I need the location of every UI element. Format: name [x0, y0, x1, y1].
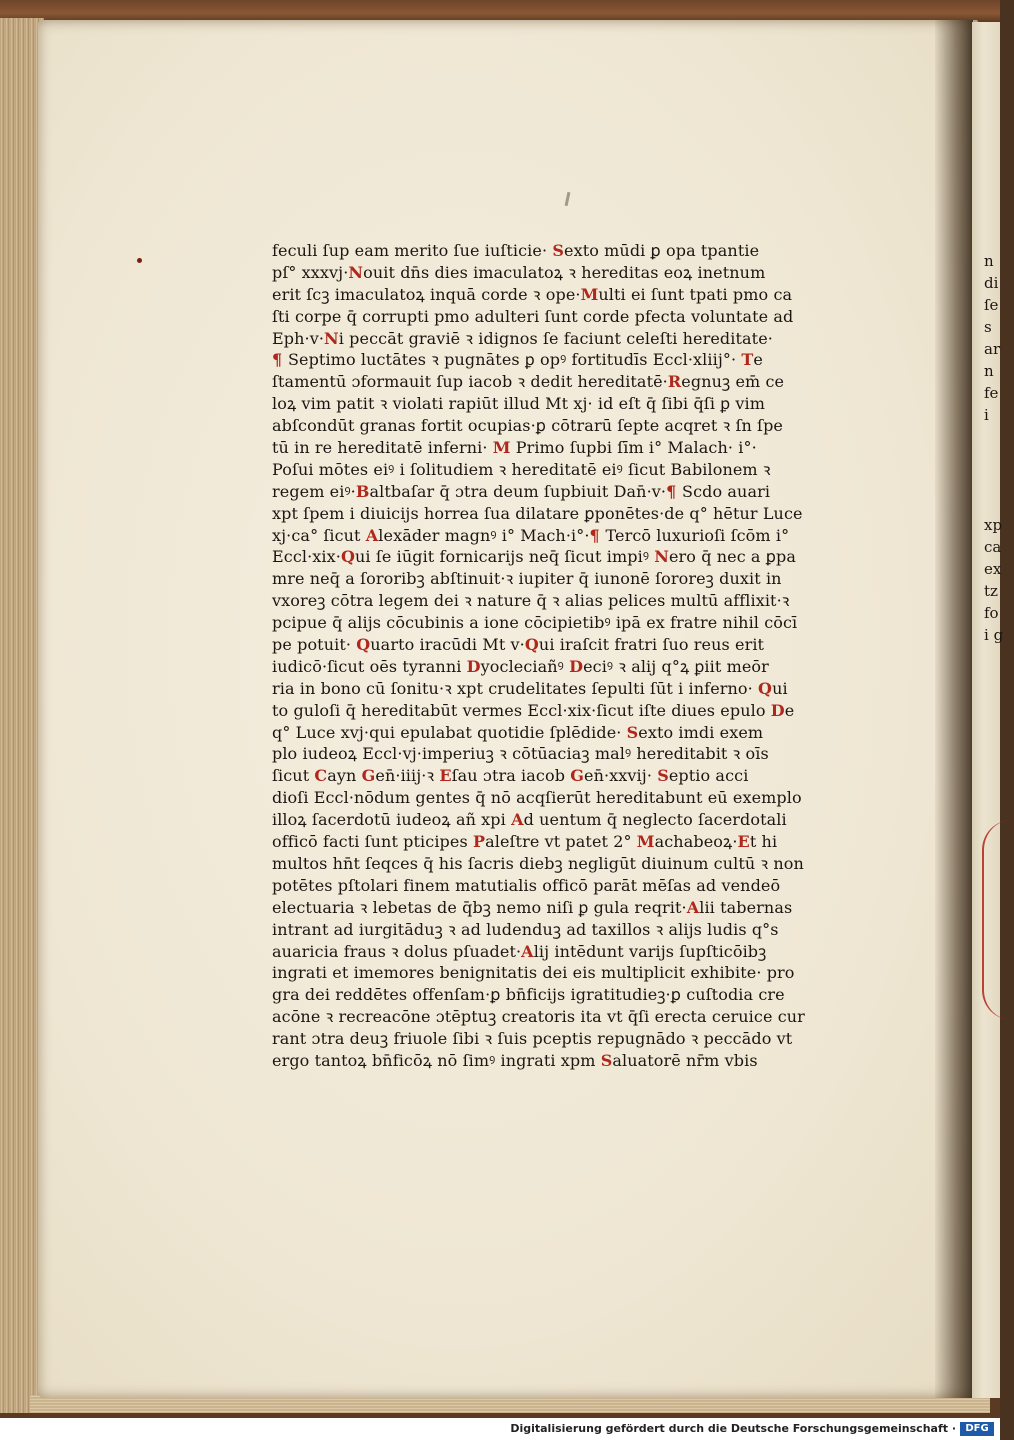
text-segment: ulti ei ſunt tpati pmo ca	[598, 284, 793, 304]
rubricated-initial: E	[439, 766, 452, 786]
rubricated-initial: G	[570, 766, 584, 786]
text-line	[272, 678, 880, 700]
rubricated-initial: M	[580, 284, 599, 304]
text-line	[272, 262, 880, 284]
rubricated-initial: S	[600, 1050, 613, 1070]
text-segment: erit ſcꝫ imaculatoꝝ inquā corde ꝛ ope·	[272, 284, 581, 304]
text-segment: i peccāt graviē ꝛ idignos ſe faciunt celeſti hereditate·	[338, 328, 773, 348]
text-segment: lii tabernas	[699, 897, 793, 917]
facing-page-fragment: ar	[984, 340, 1001, 358]
text-segment: yocleciañꝰ	[480, 656, 570, 676]
text-line	[272, 503, 880, 525]
facing-page-fragment: i g	[984, 626, 1004, 644]
text-segment: gra dei reddētes offenſam·ꝑ bn̄ficijs igratitudieꝫ·ꝑ cuſtodia cre	[272, 985, 785, 1005]
rubricated-initial: Q	[758, 678, 773, 698]
text-segment: Scdo auari	[682, 481, 771, 501]
facing-page-fragment: fo	[984, 604, 999, 622]
rubricated-initial: R	[667, 372, 682, 392]
red-ink-stroke	[982, 820, 1014, 1020]
rubricated-initial: N	[654, 547, 669, 567]
text-segment: achabeoꝝ·	[654, 832, 738, 852]
rubricated-initial: C	[314, 766, 328, 786]
text-line	[272, 743, 880, 765]
facing-page-fragment	[984, 470, 1004, 492]
rubricated-initial: D	[569, 656, 584, 676]
text-line	[272, 962, 880, 984]
rubricated-initial: Q	[356, 635, 371, 655]
text-segment: Eccl·xix·	[272, 547, 341, 567]
text-segment: pſ° xxxvj·	[272, 262, 349, 282]
text-line	[272, 853, 880, 875]
text-segment: mre neq̄ a ſororibꝫ abſtinuit·ꝛ iupiter q̄ iunonē ſororeꝫ duxit in	[272, 569, 782, 589]
text-line	[272, 612, 880, 634]
text-line	[272, 393, 880, 415]
text-segment: aleſtre vt patet 2°	[485, 832, 637, 852]
text-line	[272, 459, 880, 481]
facing-page-text-fragments	[984, 250, 1004, 646]
text-line	[272, 481, 880, 503]
rubricated-initial: S	[552, 241, 564, 260]
text-segment: vxoreꝫ cōtra legem dei ꝛ nature q̄ ꝛ alias pelices multū afflixit·ꝛ	[272, 591, 790, 611]
text-line	[272, 765, 880, 787]
text-segment: exto mūdi ꝑ opa tpantie	[564, 241, 760, 260]
footer-bar	[0, 1418, 1000, 1440]
text-line	[272, 634, 880, 656]
text-line	[272, 546, 880, 568]
text-segment: rant ɔtra deuꝫ friuole ſibi ꝛ ſuis pceptis repugnādo ꝛ peccādo vt	[272, 1029, 793, 1049]
rubricated-initial: A	[686, 897, 700, 917]
text-segment: ayn	[327, 766, 362, 786]
facing-page-fragment: n	[984, 252, 994, 270]
text-segment: Primo ſupbi ſīm i° Malach· i°·	[510, 438, 757, 458]
text-line	[272, 700, 880, 722]
rubricated-initial: G	[361, 766, 376, 786]
text-segment: acōne ꝛ recreacōne ɔtēptuꝫ creatoris ita vt q̄ſi erecta ceruice cur	[272, 1007, 805, 1027]
margin-dot	[137, 258, 142, 263]
printed-text-block	[272, 240, 880, 1072]
book-gutter	[935, 20, 973, 1398]
text-segment: ui ſe iūgit fornicarijs neq̄ ſicut impiꝰ	[355, 547, 655, 567]
text-segment: officō facti ſunt pticipes	[272, 832, 473, 852]
rubricated-initial: A	[365, 525, 379, 545]
text-segment: en̄·iiij·ꝛ	[375, 766, 440, 786]
rubricated-initial: N	[324, 328, 339, 348]
text-line	[272, 1050, 880, 1072]
facing-page-fragment: n	[984, 362, 994, 380]
footer-credit: Digitalisierung gefördert durch die Deutsche Forschungsgemeinschaft ·	[510, 1422, 956, 1435]
text-segment: multos hn̄t ſeqces q̄ his ſacris diebꝫ negligūt diuinum cultū ꝛ non	[272, 853, 804, 873]
rubricated-initial: Q	[340, 547, 356, 567]
facing-page-fragment	[984, 448, 1004, 470]
text-segment: pe potuit·	[272, 635, 357, 655]
text-segment: xpt ſpem i diuicijs horrea ſua dilatare ꝑponētes·de q° hētur Luce	[272, 503, 803, 523]
text-line	[272, 984, 880, 1006]
facing-page-fragment: ſe	[984, 296, 999, 314]
rubricated-initial: B	[355, 481, 370, 501]
text-segment: e	[784, 700, 795, 720]
rubricated-initial: T	[741, 350, 754, 370]
text-segment: abſcondūt granas fortit ocupias·ꝑ cōtrarū ſepte acqret ꝛ ſn ſpe	[272, 416, 783, 436]
text-segment: ui	[772, 678, 788, 698]
facing-page-fragment	[984, 492, 1004, 514]
text-line	[272, 656, 880, 678]
text-segment: xj·ca° ſicut	[272, 525, 366, 545]
text-segment: Poſui mōtes eiꝰ i ſolitudiem ꝛ hereditatē eiꝰ ſicut Babilonem ꝛ	[272, 459, 771, 479]
rubricated-initial: D	[770, 700, 785, 720]
rubricated-initial: Q	[524, 635, 539, 655]
rubricated-initial: D	[466, 656, 481, 676]
text-line	[272, 284, 880, 306]
text-line	[272, 919, 880, 941]
text-segment: to guloſi q̄ hereditabūt vermes Eccl·xix·ſicut iſte diues epulo	[272, 700, 771, 720]
text-line	[272, 809, 880, 831]
text-line	[272, 1028, 880, 1050]
text-segment: dioſi Eccl·nōdum gentes q̄ nō acqſierūt hereditabunt eū exemplo	[272, 788, 802, 808]
rubricated-initial: A	[511, 810, 524, 830]
rubricated-initial: S	[626, 722, 639, 742]
text-segment: plo iudeoꝝ Eccl·vj·imperiuꝫ ꝛ cōtūaciaꝫ malꝰ hereditabit ꝛ oīs	[272, 744, 769, 764]
text-segment: ſau ɔtra iacob	[451, 766, 571, 786]
text-line	[272, 1006, 880, 1028]
text-segment: t hi	[749, 832, 778, 852]
text-line	[272, 831, 880, 853]
text-line	[272, 568, 880, 590]
text-line	[272, 371, 880, 393]
text-segment: regem eiꝰ·	[272, 481, 356, 501]
text-segment: loꝝ vim patit ꝛ violati rapiūt illud Mt xj· id eſt q̄ ſibi q̄ſi ꝑ vim	[272, 394, 765, 414]
rubricated-initial: S	[657, 766, 669, 786]
rubricated-initial: P	[472, 832, 486, 852]
facing-page-fragment: ca	[984, 538, 1002, 556]
text-segment: q° Luce xvj·qui epulabat quotidie ſplēdide·	[272, 722, 627, 742]
text-segment: feculi ſup eam merito ſue iuſticie·	[272, 241, 553, 260]
text-segment: d uentum q̄ neglecto ſacerdotali	[523, 810, 787, 830]
text-segment: egnuꝫ em̄ ce	[681, 372, 785, 392]
facing-page-fragment: di	[984, 274, 999, 292]
facing-page-fragment: fe	[984, 384, 999, 402]
text-segment: lij intēdunt varijs ſupſticōibꝫ	[533, 941, 767, 961]
facing-page-fragment: xp	[984, 516, 1003, 534]
rubricated-initial: ¶	[666, 481, 683, 501]
text-segment: en̄·xxvij·	[584, 766, 658, 786]
text-segment: ero q̄ nec a ꝑpa	[668, 547, 796, 567]
rubricated-initial: A	[521, 941, 534, 961]
text-line	[272, 722, 880, 744]
facing-page-fragment: i	[984, 406, 989, 424]
text-segment: ſicut	[272, 766, 315, 786]
text-line	[272, 240, 880, 262]
text-line	[272, 525, 880, 547]
text-segment: exto imdi exem	[638, 722, 764, 742]
rubricated-initial: ¶	[589, 525, 606, 545]
rubricated-initial: ¶	[272, 350, 288, 370]
text-line	[272, 590, 880, 612]
text-segment: lexāder magnꝰ i° Mach·i°·	[378, 525, 590, 545]
rubricated-initial: M	[492, 438, 511, 458]
rubricated-initial: N	[348, 262, 364, 282]
text-line	[272, 787, 880, 809]
text-line	[272, 415, 880, 437]
text-segment: ſti corpe q̄ corrupti pmo adulteri ſunt corde pfecta voluntate ad	[272, 306, 794, 326]
text-line	[272, 437, 880, 459]
facing-page	[972, 22, 1000, 1398]
text-segment: aluatorē nr̄m vbis	[612, 1050, 758, 1070]
text-segment: e	[753, 350, 763, 370]
binding-board-top	[0, 0, 1000, 22]
text-segment: electuaria ꝛ lebetas de q̄bꝫ nemo niſi ꝑ gula reqrit·	[272, 897, 687, 917]
text-line	[272, 306, 880, 328]
text-line	[272, 897, 880, 919]
text-segment: uarto iracūdi Mt v·	[370, 635, 525, 655]
text-segment: eptio acci	[668, 766, 749, 786]
text-segment: ui iraſcit fratri ſuo reus erit	[538, 635, 765, 655]
text-segment: ingrati et imemores benignitatis dei eis multiplicit exhibite· pro	[272, 963, 795, 983]
facing-page-fragment: tz	[984, 582, 998, 600]
dfg-logo: DFG	[960, 1422, 994, 1436]
text-line	[272, 328, 880, 350]
text-segment: pcipue q̄ alijs cōcubinis a ione cōcipietibꝰ ipā ex fratre nihil cōcī	[272, 613, 798, 633]
text-segment: ria in bono cū ſonitu·ꝛ xpt crudelitates ſepulti ſūt i inferno·	[272, 678, 759, 698]
text-segment: Septimo luctātes ꝛ pugnātes ꝑ opꝰ fortitudīs Eccl·xliij°·	[287, 350, 742, 370]
facing-page-fragment: ex	[984, 560, 1002, 578]
text-segment: tū in re hereditatē inferni·	[272, 438, 493, 458]
text-segment: illoꝝ ſacerdotū iudeoꝝ añ xpi	[272, 810, 512, 830]
text-segment: potētes pſtolari finem matutialis officō parāt mēſas ad vendeō	[272, 875, 781, 895]
text-segment: eciꝰ ꝛ alij q°ꝝ ꝑiit meōr	[583, 656, 769, 676]
text-segment: ſtamentū ɔformauit ſup iacob ꝛ dedit hereditatē·	[272, 372, 668, 392]
text-line	[272, 941, 880, 963]
text-segment: iudicō·ſicut oēs tyranni	[272, 656, 467, 676]
text-segment: Eph·v·	[272, 328, 325, 348]
text-segment: Tercō luxurioſi ſcōm i°	[605, 525, 790, 545]
text-segment: ouit dn̄s dies imaculatoꝝ ꝛ hereditas eoꝝ inetnum	[363, 262, 766, 282]
text-segment: altbaſar q̄ ɔtra deum ſupbiuit Dan̄·v·	[369, 481, 667, 501]
text-segment: intrant ad iurgitāduꝫ ꝛ ad ludenduꝫ ad taxillos ꝛ alijs ludis q°s	[272, 919, 779, 939]
rubricated-initial: E	[737, 832, 750, 852]
text-segment: ergo tantoꝝ bn̄ficōꝝ nō ſimꝰ ingrati xpm	[272, 1050, 601, 1070]
text-line	[272, 875, 880, 897]
rubricated-initial: M	[636, 832, 655, 852]
text-segment: auaricia fraus ꝛ dolus pſuadet·	[272, 941, 522, 961]
facing-page-fragment	[984, 426, 1004, 448]
facing-page-fragment: s	[984, 318, 992, 336]
text-line	[272, 349, 880, 371]
